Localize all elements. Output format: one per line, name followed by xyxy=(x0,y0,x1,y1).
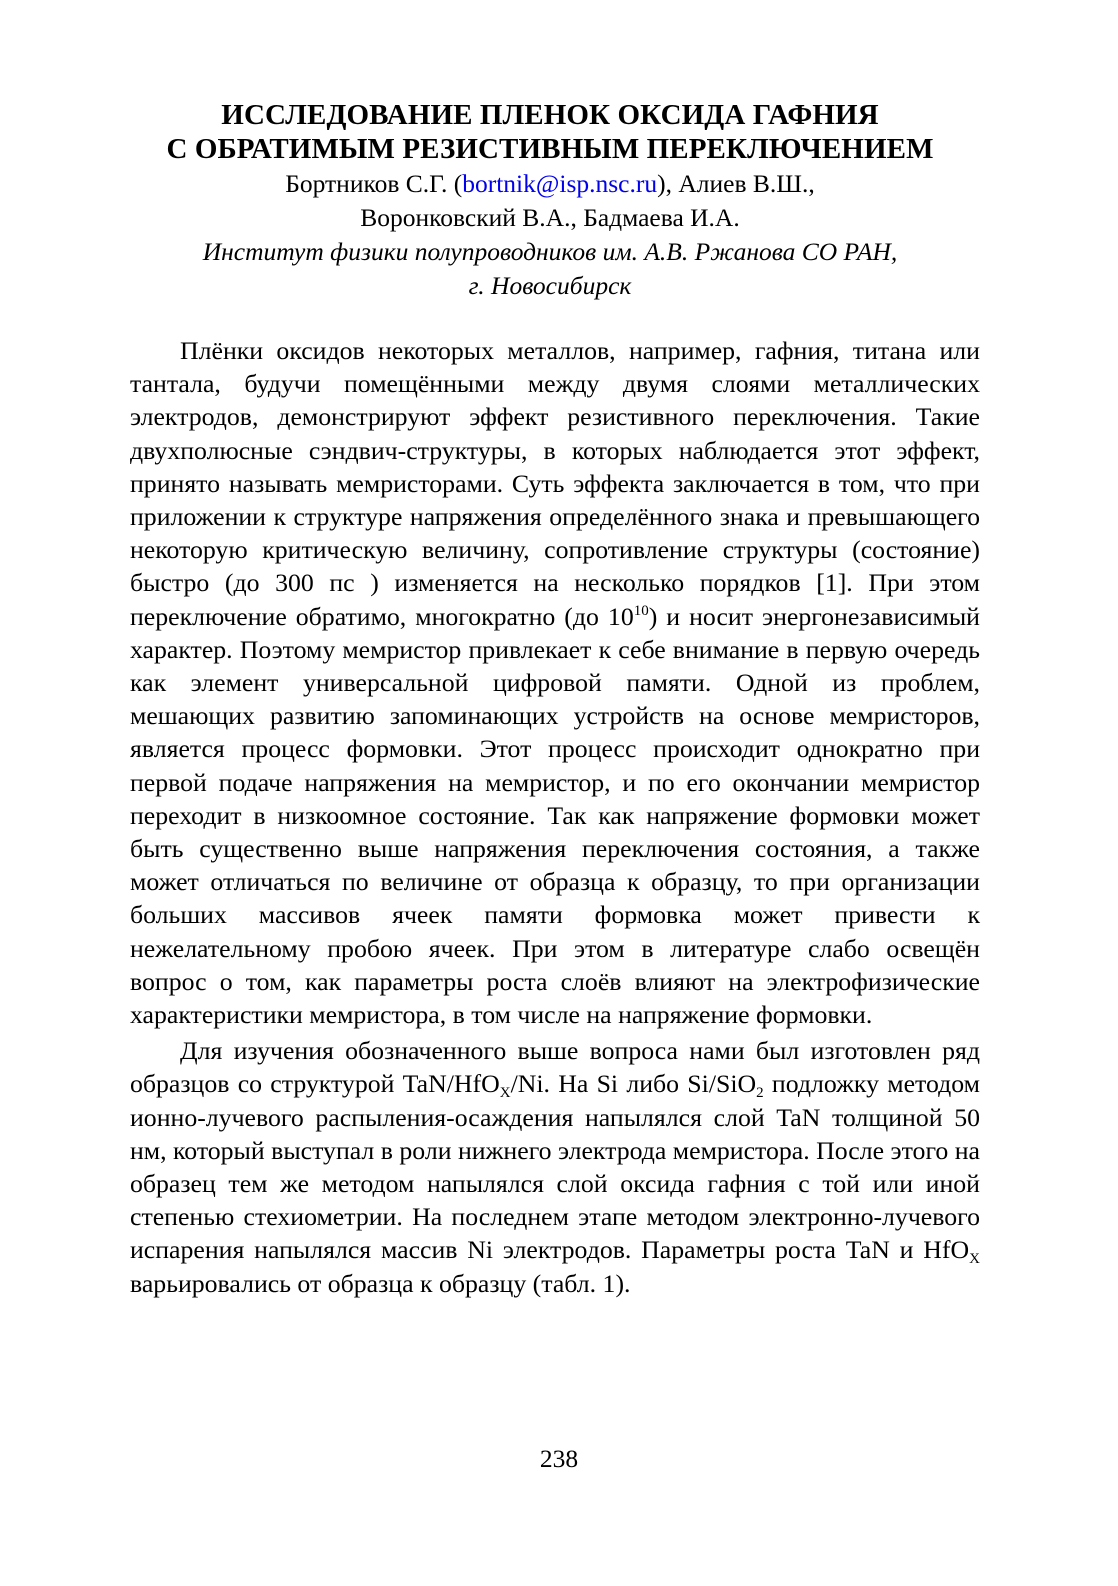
subscript-x-2: X xyxy=(969,1251,980,1268)
body-text xyxy=(130,334,980,1300)
paragraph-2-part-b: /Ni. На Si либо Si/SiO xyxy=(510,1069,757,1099)
paragraph-2-part-a: Для изучения обозначенного выше вопроса нами был изготовлен ряд образцов со структурой TaN/HfO xyxy=(130,1036,980,1099)
authors-line-1 xyxy=(100,167,1000,201)
affiliation-line-1: Институт физики полупроводников им. А.В. Ржанова СО РАН, xyxy=(202,237,898,266)
paragraph-1 xyxy=(130,334,980,1031)
subscript-2: 2 xyxy=(756,1085,764,1102)
paragraph-1-part-b: ) и носит энергонезависимый характер. Поэтому мемристор привлекает к себе внимание в первую очередь как элемент универсальной цифровой памяти. Одной из проблем, мешающих развитию запоминающих устройств на основе мемристоров, является процесс формовки. Этот процесс происходит однократно при первой подаче напряжения на мемристор, и по его окончании мемристор переходит в низкоомное состояние. Так как напряжение формовки может быть существенно выше напряжения переключения состояния, а также может отличаться по величине от образца к образцу, то при организации больших массивов ячеек памяти формовка может привести к нежелательному пробою ячеек. При этом в литературе слабо освещён вопрос о том, как параметры роста слоёв влияют на электрофизические характеристики мемристора, в том числе на напряжение формовки. xyxy=(130,601,980,1030)
paragraph-1-part-a: Плёнки оксидов некоторых металлов, например, гафния, титана или тантала, будучи помещёнными между двумя слоями металлических электродов, демонстрируют эффект резистивного переключения. Такие двухполюсные сэндвич-структуры, в которых наблюдается этот эффект, принято называть мемристорами. Суть эффекта заключается в том, что при приложении к структуре напряжения определённого знака и превышающего некоторую критическую величину, сопротивление структуры (состояние) быстро (до 300 пс ) изменяется на несколько порядков [1]. При этом переключение обратимо, многократно (до 10 xyxy=(130,336,980,631)
title-line-1: ИССЛЕДОВАНИЕ ПЛЕНОК ОКСИДА ГАФНИЯ xyxy=(221,99,879,131)
authors-line-2: Воронковский В.А., Бадмаева И.А. xyxy=(360,203,740,232)
author-names-cont: ), Алиев В.Ш., xyxy=(657,169,815,198)
affiliation-line-2: г. Новосибирск xyxy=(468,271,632,300)
subscript-x-1: X xyxy=(499,1085,511,1102)
superscript-exponent: 10 xyxy=(633,602,649,619)
paper-title xyxy=(100,98,1000,166)
page-number: 238 xyxy=(539,1444,579,1473)
author-names: Бортников С.Г. ( xyxy=(285,169,463,198)
paragraph-2-part-c: подложку методом ионно-лучевого распыления-осаждения напылялся слой TaN толщиной 50 нм, который выступал в роли нижнего электрода мемристора. После этого на образец тем же методом напылялся слой оксида гафния с той или иной степенью стехиометрии. На последнем этапе методом электронно-лучевого испарения напылялся массив Ni электродов. Параметры роста TaN и HfO xyxy=(130,1069,980,1265)
title-line-2: С ОБРАТИМЫМ РЕЗИСТИВНЫМ ПЕРЕКЛЮЧЕНИЕМ xyxy=(166,133,934,165)
paragraph-2-part-d: варьировались от образца к образцу (табл. 1). xyxy=(130,1268,631,1298)
author-email-link[interactable]: bortnik@isp.nsc.ru xyxy=(462,169,658,198)
paragraph-2 xyxy=(130,1034,980,1300)
